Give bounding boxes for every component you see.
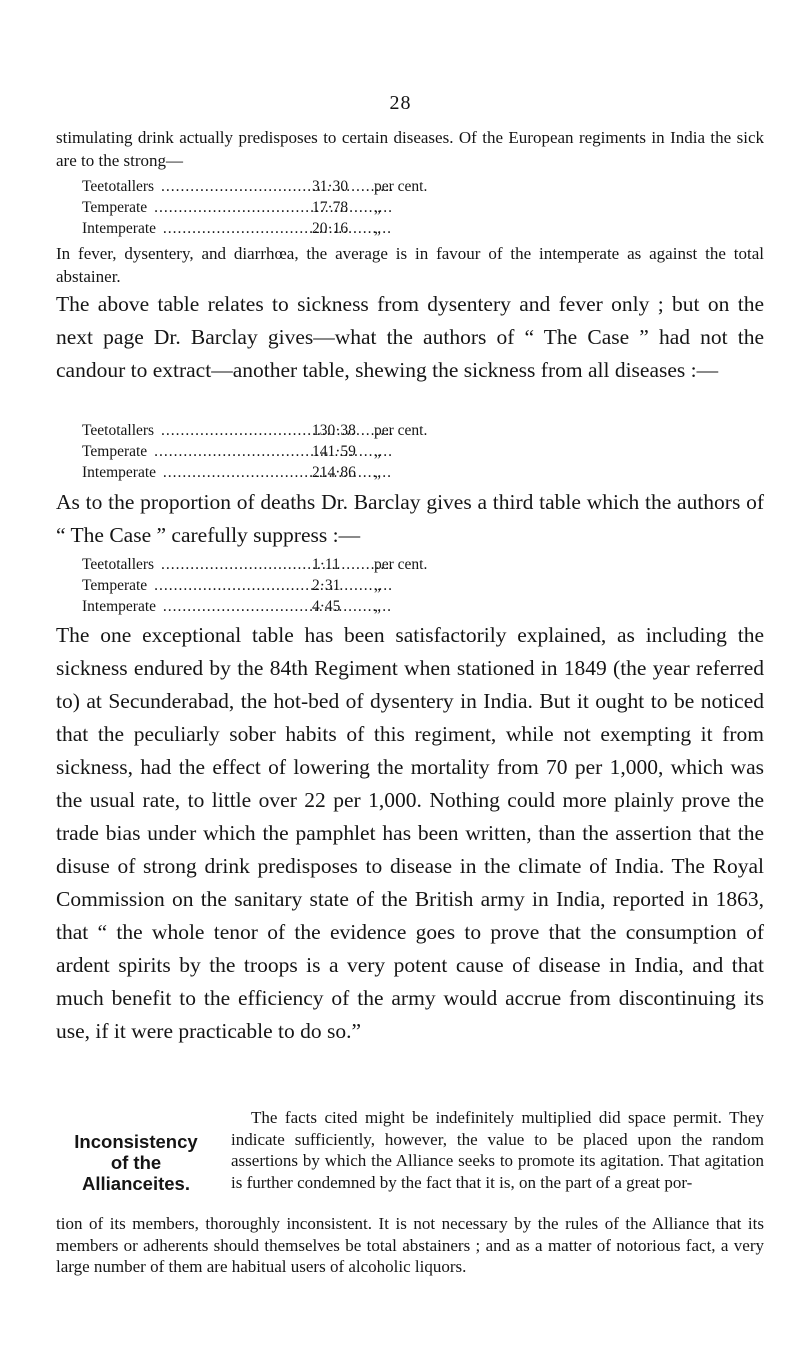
deaths-intro [56, 486, 764, 552]
table-row [82, 441, 682, 462]
margin-heading-line: Inconsistency [74, 1131, 198, 1152]
row-value: 130·38 [312, 422, 356, 439]
fever-paragraph [56, 242, 764, 288]
fever-text: In fever, dysentery, and diarrhœa, the average is in favour of the intemperate as against the total abstainer. [56, 244, 764, 286]
row-label: Intemperate [82, 220, 157, 237]
dot-leader [82, 554, 392, 575]
intro-text: stimulating drink actually predisposes to certain diseases. Of the European regiments in India the sick are to the strong— [56, 128, 764, 170]
margin-heading-line: Allianceites. [82, 1173, 190, 1194]
row-unit: „ [374, 220, 381, 237]
row-value: 4·45 [312, 598, 341, 615]
side-paragraph [231, 1107, 764, 1193]
final-text: tion of its members, thoroughly inconsistent. It is not necessary by the rules of the Alliance that its members or adherents should themselves be total abstainers ; and as a matter of notorious fact, a very large number of them are habitual users of alcoholic liquors. [56, 1214, 764, 1276]
row-unit: per cent. [374, 422, 428, 439]
intro-paragraph [56, 126, 764, 172]
all-diseases-table [82, 420, 682, 483]
table-row [82, 218, 682, 239]
row-value: 31·30 [312, 178, 349, 195]
second-intro-text: The above table relates to sickness from dysentery and fever only ; but on the next page Dr. Barclay gives—what the authors of “ The Case ” had not the candour to extract—another table, shewing the sickness from all diseases :— [56, 292, 764, 382]
deaths-table [82, 554, 682, 617]
row-label: Teetotallers [82, 422, 155, 439]
row-unit: „ [374, 464, 381, 481]
row-label: Intemperate [82, 598, 157, 615]
table-row [82, 596, 682, 617]
table-row [82, 197, 682, 218]
dot-leader [82, 596, 392, 617]
row-value: 214·86 [312, 464, 356, 481]
sick-to-strong-table [82, 176, 682, 239]
margin-heading-line: of the [110, 1152, 162, 1173]
row-unit: „ [374, 443, 381, 460]
page-number: 28 [389, 92, 412, 114]
table-row [82, 554, 682, 575]
row-label: Temperate [82, 443, 148, 460]
main-paragraph [56, 619, 764, 1048]
margin-heading [56, 1131, 216, 1194]
row-label: Teetotallers [82, 556, 155, 573]
table-row [82, 462, 682, 483]
row-unit: per cent. [374, 556, 428, 573]
main-text: The one exceptional table has been satisfactorily explained, as including the sickness endured by the 84th Regiment when stationed in 1849 (the year referred to) at Secunderabad, the hot-bed of dysentery in India. But it ought to be noticed that the peculiarly sober habits of this regiment, while not exempting it from sickness, had the effect of lowering the mortality from 70 per 1,000, which was the usual rate, to little over 22 per 1,000. Nothing could more plainly prove the trade bias under which the pamphlet has been written, than the assertion that the disuse of strong drink predisposes to disease in the climate of India. The Royal Commission on the sanitary state of the British army in India, reported in 1863, that “ the whole tenor of the evidence goes to prove that the consumption of ardent spirits by the troops is a very potent cause of disease in India, and that much benefit to the efficiency of the army would accrue from discontinuing its use, if it were practicable to do so.” [56, 623, 764, 1043]
table-row [82, 420, 682, 441]
table-row [82, 176, 682, 197]
row-value: 17·78 [312, 199, 349, 216]
row-value: 2·31 [312, 577, 341, 594]
row-label: Temperate [82, 199, 148, 216]
row-label: Teetotallers [82, 178, 155, 195]
row-value: 20·16 [312, 220, 349, 237]
row-unit: „ [374, 598, 381, 615]
final-paragraph [56, 1213, 764, 1278]
dot-leader [82, 575, 392, 596]
row-unit: „ [374, 577, 381, 594]
row-label: Intemperate [82, 464, 157, 481]
table-row [82, 575, 682, 596]
side-text: The facts cited might be indefinitely multiplied did space permit. They indicate sufficiently, however, the value to be placed upon the random assertions by which the Alliance seeks to promote its agitation. That agitation is further condemned by the fact that it is, on the part of a great por- [231, 1108, 764, 1192]
row-unit: per cent. [374, 178, 428, 195]
row-value: 141·59 [312, 443, 356, 460]
deaths-intro-text: As to the proportion of deaths Dr. Barclay gives a third table which the authors of “ The Case ” carefully suppress :— [56, 490, 764, 547]
second-table-intro [56, 288, 764, 387]
row-unit: „ [374, 199, 381, 216]
row-label: Temperate [82, 577, 148, 594]
row-value: 1·11 [312, 556, 340, 573]
